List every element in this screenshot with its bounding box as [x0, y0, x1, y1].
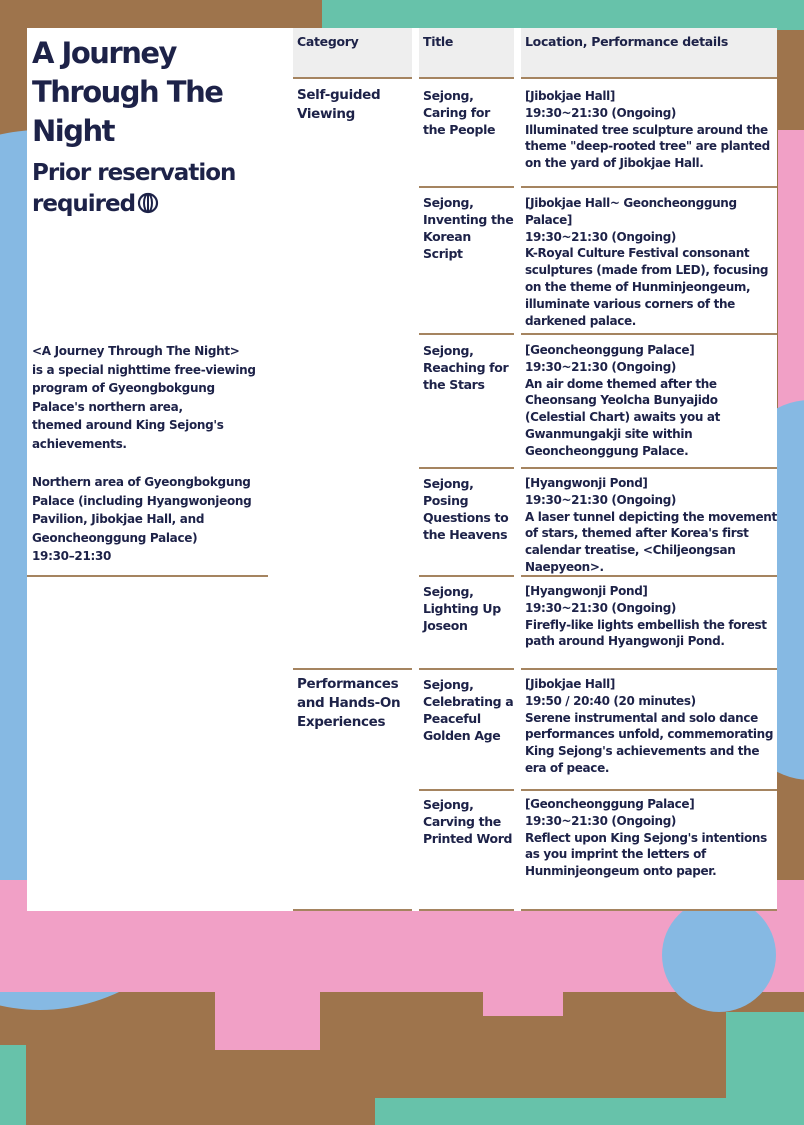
program-time: 19:30~21:30 (Ongoing): [525, 229, 677, 244]
program-location: [Jibokjae Hall]: [525, 677, 616, 691]
row-divider: [521, 333, 777, 335]
row-divider: [293, 909, 412, 911]
program-card: [27, 28, 777, 911]
globe-icon: [137, 192, 159, 214]
location-line: Northern area of Gyeongbokgung: [32, 475, 251, 489]
program-details: [521, 583, 777, 650]
description-line: Palace's northern area,: [32, 399, 183, 414]
program-details: [521, 342, 777, 460]
description-line: <A Journey Through The Night>: [32, 344, 240, 358]
row-divider: [419, 186, 514, 188]
program-location: [Jibokjae Hall~ Geoncheonggung Palace]: [525, 196, 737, 227]
location-line: Pavilion, Jibokjae Hall, and: [32, 512, 205, 526]
location-line: Palace (including Hyangwonjeong: [32, 493, 252, 508]
program-location: [Geoncheonggung Palace]: [525, 343, 695, 357]
column-header-category: Category: [293, 28, 412, 79]
row-divider: [293, 668, 412, 670]
program-description: [32, 342, 268, 453]
category-performances: Performances and Hands-On Experiences: [297, 676, 401, 730]
program-time: 19:50 / 20:40 (20 minutes): [525, 693, 696, 708]
program-hours: 19:30–21:30: [32, 549, 112, 563]
category-self-guided: Self-guided Viewing: [297, 87, 381, 122]
row-divider: [419, 575, 514, 577]
description-line: achievements.: [32, 436, 127, 451]
program-description: Firefly-like lights embellish the forest path around Hyangwonji Pond.: [525, 617, 767, 649]
program-location: [Jibokjae Hall]: [525, 89, 616, 103]
row-divider: [419, 467, 514, 469]
description-line: program of Gyeongbokgung: [32, 381, 215, 395]
program-description: A laser tunnel depicting the movement of stars, themed after Korea's first calendar treatise, <Chiljeongsan Naepyeon>.: [525, 509, 777, 574]
background-pink-notch: [215, 990, 320, 1050]
program-time: 19:30~21:30 (Ongoing): [525, 105, 677, 120]
row-divider: [419, 909, 514, 911]
description-line: is a special nighttime free-viewing: [32, 362, 256, 377]
program-title: Sejong, Caring for the People: [423, 88, 496, 137]
row-divider: [419, 333, 514, 335]
program-time: 19:30~21:30 (Ongoing): [525, 813, 677, 828]
program-title: Sejong, Reaching for the Stars: [423, 343, 509, 392]
background-teal-corner: [726, 1012, 804, 1125]
program-details: [521, 475, 777, 576]
program-description: Serene instrumental and solo dance performances unfold, commemorating King Sejong's achievements and the era of peace.: [525, 710, 774, 775]
program-title: Sejong, Inventing the Korean Script: [423, 195, 514, 261]
reservation-notice-text: Prior reservation required: [32, 160, 236, 217]
row-divider: [419, 668, 514, 670]
program-time: 19:30~21:30 (Ongoing): [525, 359, 677, 374]
program-location: [Hyangwonji Pond]: [525, 476, 648, 490]
row-divider: [521, 575, 777, 577]
column-header-details: Location, Performance details: [521, 28, 777, 79]
reservation-notice: [32, 158, 268, 220]
background-blue-circle: [662, 898, 776, 1012]
program-details: [521, 676, 777, 777]
program-title: Sejong, Celebrating a Peaceful Golden Age: [423, 677, 514, 743]
program-description: Reflect upon King Sejong's intentions as you imprint the letters of Hunminjeongeum onto paper.: [525, 830, 767, 879]
program-details: [521, 195, 777, 329]
row-divider: [521, 789, 777, 791]
row-divider: [419, 789, 514, 791]
description-line: themed around King Sejong's: [32, 418, 224, 432]
program-description: K-Royal Culture Festival consonant sculptures (made from LED), focusing on the theme of Hunminjeongeum, illuminate various corners of the darkened palace.: [525, 246, 769, 328]
row-divider: [521, 668, 777, 670]
row-divider: [521, 909, 777, 911]
program-details: [521, 796, 777, 880]
background-pink-notch: [483, 990, 563, 1016]
program-time: 19:30~21:30 (Ongoing): [525, 600, 677, 615]
row-divider: [521, 467, 777, 469]
background-teal-corner: [0, 1045, 26, 1125]
background-teal-top: [322, 0, 804, 30]
divider: [27, 575, 268, 577]
column-header-title: Title: [419, 28, 514, 79]
program-title: Sejong, Posing Questions to the Heavens: [423, 476, 509, 542]
program-location: [32, 473, 268, 566]
program-details: [521, 88, 777, 172]
program-title: Sejong, Carving the Printed Word: [423, 797, 513, 846]
row-divider: [521, 186, 777, 188]
page-title: A Journey Through The Night: [32, 36, 223, 148]
program-location: [Hyangwonji Pond]: [525, 584, 648, 598]
program-location: [Geoncheonggung Palace]: [525, 797, 695, 811]
program-title: Sejong, Lighting Up Joseon: [423, 584, 501, 633]
location-line: Geoncheonggung Palace): [32, 530, 198, 545]
program-time: 19:30~21:30 (Ongoing): [525, 492, 677, 507]
program-description: An air dome themed after the Cheonsang Yeolcha Bunyajido (Celestial Chart) awaits you at Gwanmungakji site within Geoncheonggung Palace.: [525, 376, 721, 458]
program-description: Illuminated tree sculpture around the theme "deep-rooted tree" are planted on the yard of Jibokjae Hall.: [525, 122, 770, 171]
